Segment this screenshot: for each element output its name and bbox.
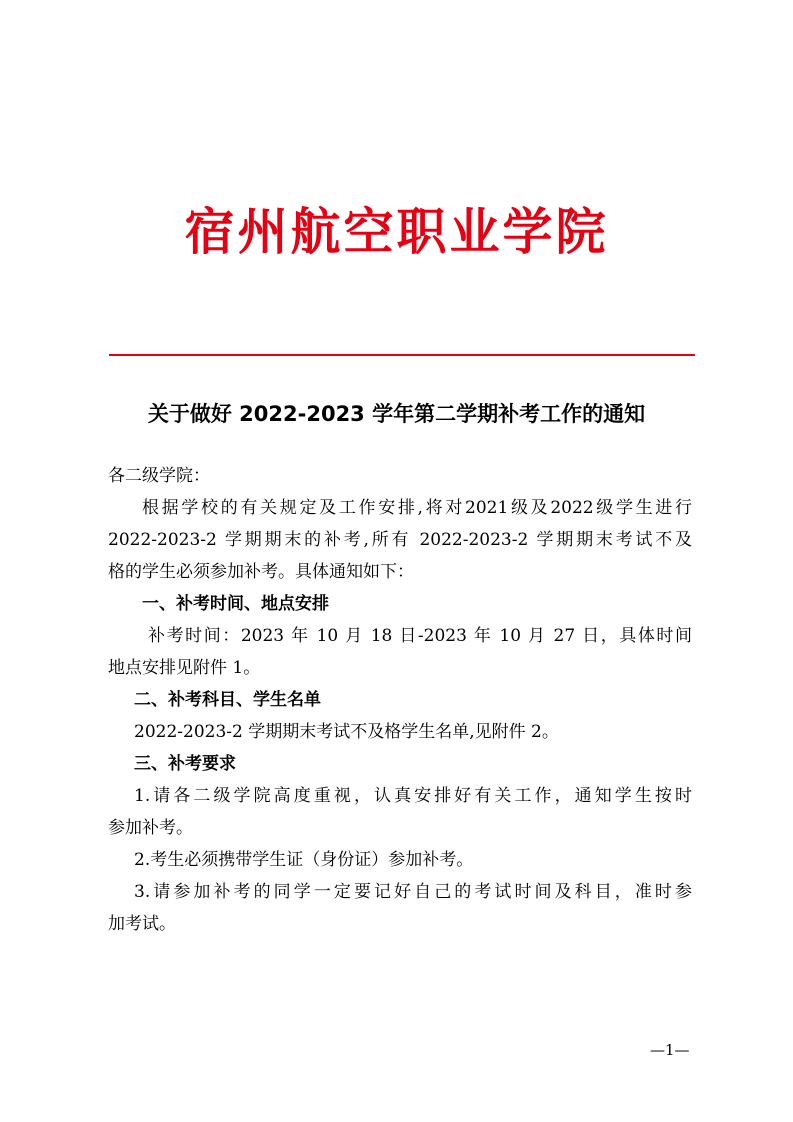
masthead-text: 宿州航空职业学院 (184, 203, 609, 261)
section1-line-2: 地点安排见附件 1。 (108, 658, 261, 678)
intro-line-1: 根据学校的有关规定及工作安排,将对2021级及2022级学生进行 (142, 498, 692, 518)
notice-body (108, 460, 692, 940)
section1-line-1: 补考时间：2023 年 10 月 18 日-2023 年 10 月 27 日，具体时间 (148, 626, 692, 646)
section3-item1-line-2: 参加补考。 (108, 818, 193, 838)
section2-heading: 二、补考科目、学生名单 (134, 690, 321, 710)
section3-heading: 三、补考要求 (134, 754, 236, 774)
section1-heading: 一、补考时间、地点安排 (142, 594, 329, 614)
page-number: —1— (650, 1041, 690, 1059)
red-divider-line (109, 354, 695, 356)
salutation: 各二级学院： (108, 466, 210, 486)
section3-item3-line-1: 3.请参加补考的同学一定要记好自己的考试时间及科目，准时参 (134, 882, 692, 902)
notice-title: 关于做好 2022-2023 学年第二学期补考工作的通知 (147, 402, 646, 426)
section3-item1-line-1: 1.请各二级学院高度重视，认真安排好有关工作，通知学生按时 (134, 786, 692, 806)
intro-line-2: 2022-2023-2 学期期末的补考,所有 2022-2023-2 学期期末考试不及 (108, 530, 692, 550)
intro-line-3: 格的学生必须参加补考。具体通知如下： (108, 562, 414, 582)
section3-item3-line-2: 加考试。 (108, 914, 176, 934)
section2-line-1: 2022-2023-2 学期期末考试不及格学生名单,见附件 2。 (134, 722, 559, 742)
section3-item2-line-1: 2.考生必须携带学生证（身份证）参加补考。 (134, 850, 474, 870)
masthead-institution-name (0, 192, 793, 272)
